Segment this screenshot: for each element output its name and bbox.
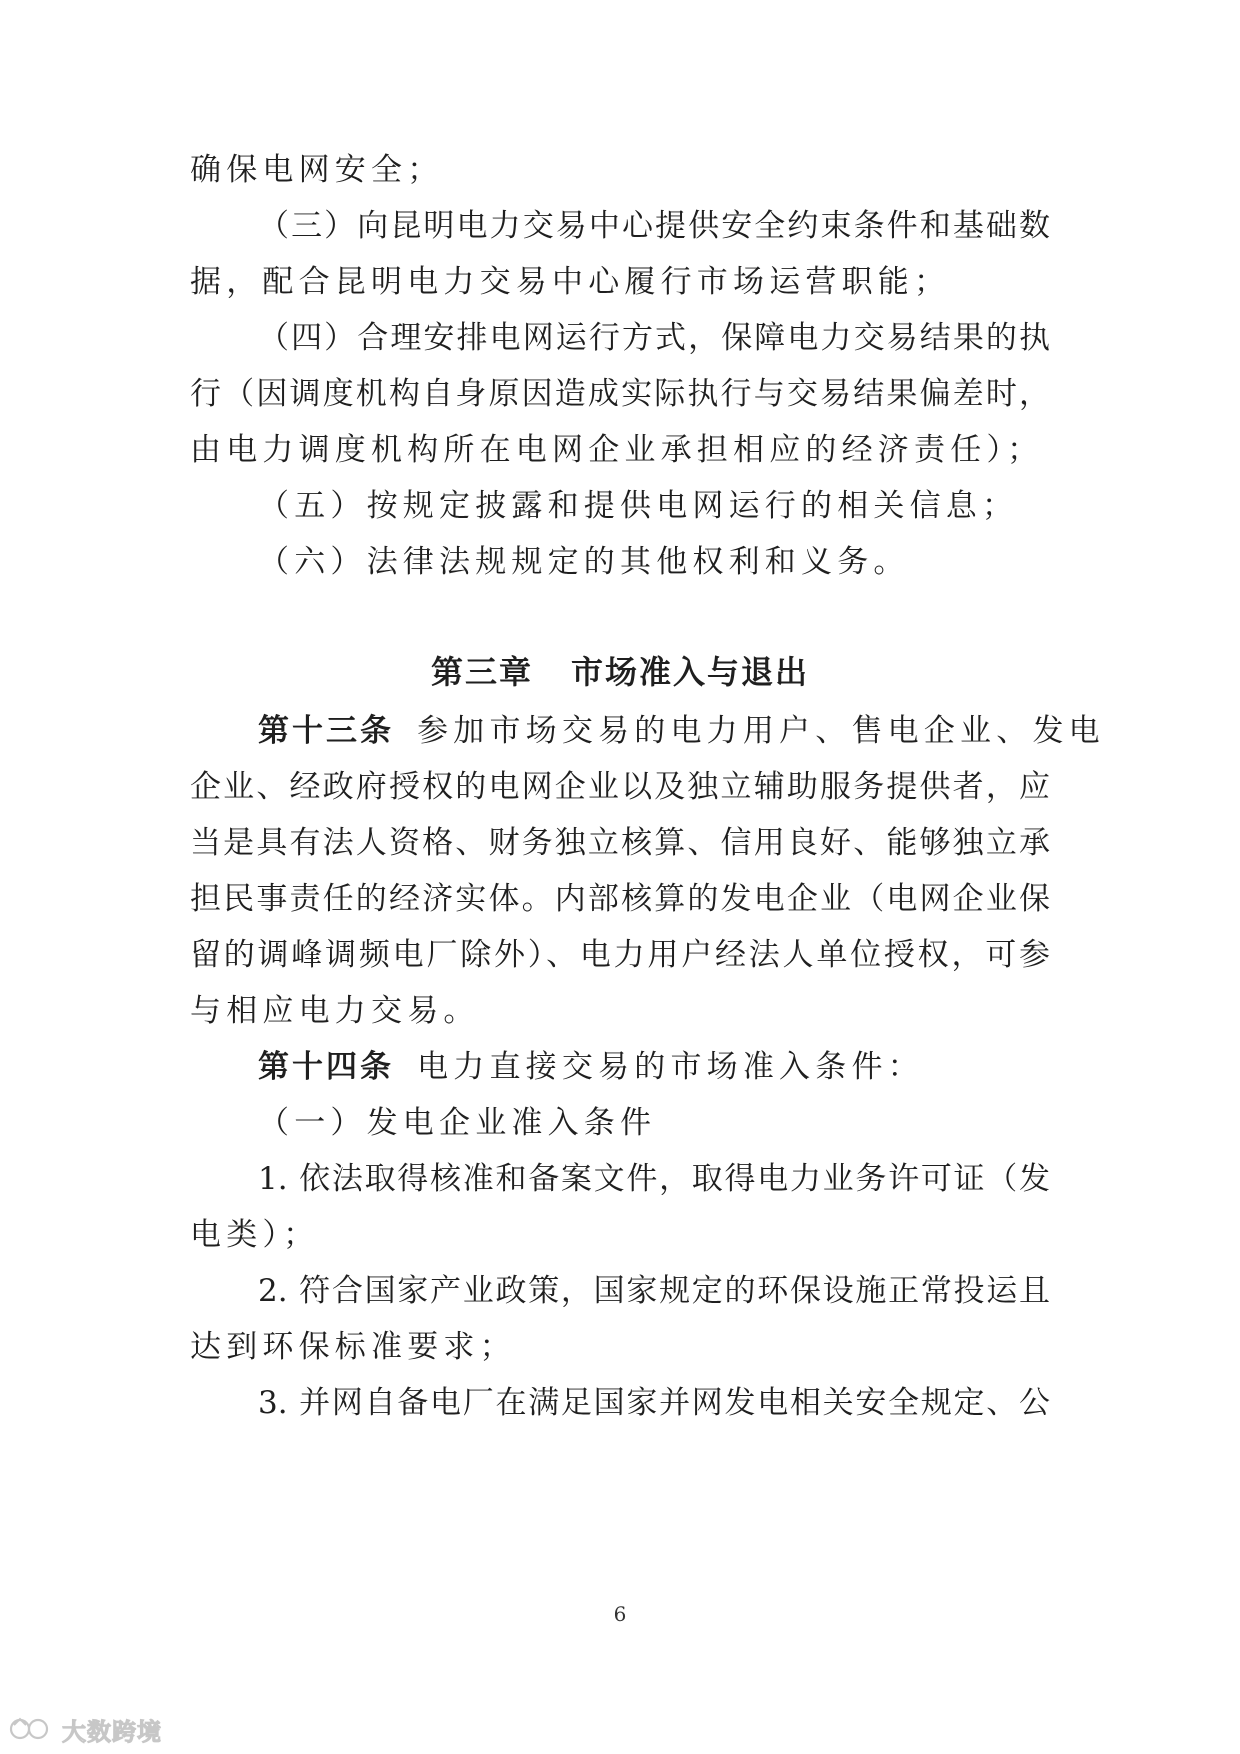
chapter-title: 市场准入与退出 — [571, 653, 810, 691]
article-text: 电力直接交易的市场准入条件： — [417, 1049, 924, 1085]
text-line: 1. 依法取得核准和备案文件，取得电力业务许可证（发 — [258, 1161, 1050, 1197]
text-line: 2. 符合国家产业政策，国家规定的环保设施正常投运且 — [258, 1273, 1050, 1309]
text-line: 担民事责任的经济实体。内部核算的发电企业（电网企业保 — [190, 881, 1050, 917]
chapter-heading — [0, 650, 1240, 694]
text-line: 由电力调度机构所在电网企业承担相应的经济责任）； — [190, 432, 1044, 468]
text-line: 电类）； — [190, 1217, 320, 1253]
text-line: 行（因调度机构自身原因造成实际执行与交易结果偏差时， — [190, 376, 1050, 412]
text-line: 留的调峰调频电厂除外）、电力用户经法人单位授权，可参 — [190, 937, 1050, 973]
text-line: 企业、经政府授权的电网企业以及独立辅助服务提供者，应 — [190, 769, 1050, 805]
article-14-first-line — [258, 1046, 1050, 1088]
brand-logo-icon — [8, 1715, 56, 1743]
article-label: 第十三条 — [258, 713, 394, 749]
text-line: 据，配合昆明电力交易中心履行市场运营职能； — [190, 264, 951, 300]
text-line: （五）按规定披露和提供电网运行的相关信息； — [258, 488, 1019, 524]
text-line: 当是具有法人资格、财务独立核算、信用良好、能够独立承 — [190, 825, 1050, 861]
text-line: 与相应电力交易。 — [190, 993, 480, 1029]
text-line: 3. 并网自备电厂在满足国家并网发电相关安全规定、公 — [258, 1385, 1050, 1421]
chapter-number: 第三章 — [430, 653, 533, 691]
watermark — [8, 1712, 162, 1746]
article-13-first-line — [258, 710, 1105, 752]
watermark-text: 大数跨境 — [62, 1717, 162, 1746]
text-line: 达到环保标准要求； — [190, 1329, 516, 1365]
text-line: （六）法律法规规定的其他权利和义务。 — [258, 544, 910, 580]
text-line: （三）向昆明电力交易中心提供安全约束条件和基础数 — [258, 208, 1050, 244]
page-number: 6 — [613, 1602, 627, 1626]
article-label: 第十四条 — [258, 1049, 394, 1085]
text-line: 确保电网安全； — [190, 152, 444, 188]
text-line: （一）发电企业准入条件 — [258, 1105, 657, 1141]
text-line: （四）合理安排电网运行方式，保障电力交易结果的执 — [258, 320, 1050, 356]
article-text: 参加市场交易的电力用户、售电企业、发电 — [417, 713, 1105, 749]
